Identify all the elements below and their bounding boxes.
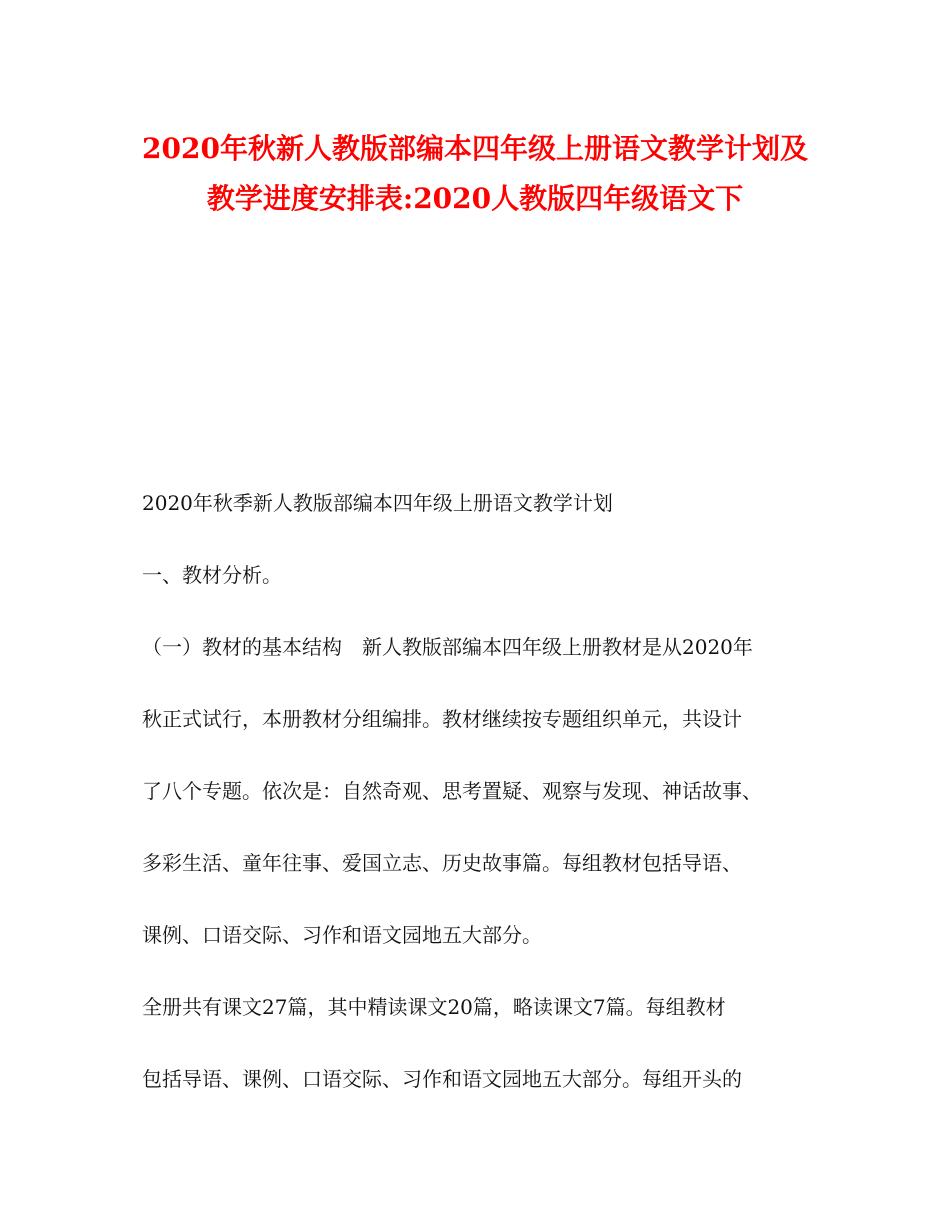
document-title-line-1: 2020年秋新人教版部编本四年级上册语文教学计划及: [142, 132, 808, 165]
section-heading: 2020年秋季新人教版部编本四年级上册语文教学计划: [142, 491, 613, 515]
paragraph-line: 了八个专题。依次是：自然奇观、思考置疑、观察与发现、神话故事、: [142, 779, 762, 803]
subheading-textbook-analysis: 一、教材分析。: [142, 563, 282, 587]
paragraph-line: 包括导语、课例、口语交际、习作和语文园地五大部分。每组开头的: [142, 1067, 742, 1091]
document-title-line-2: 教学进度安排表:2020人教版四年级语文下: [206, 182, 744, 215]
paragraph-line: （一）教材的基本结构 新人教版部编本四年级上册教材是从2020年: [142, 635, 753, 659]
paragraph-line: 多彩生活、童年往事、爱国立志、历史故事篇。每组教材包括导语、: [142, 851, 742, 875]
paragraph-line: 秋正式试行，本册教材分组编排。教材继续按专题组织单元，共设计: [142, 707, 742, 731]
paragraph-line: 课例、口语交际、习作和语文园地五大部分。: [142, 923, 542, 947]
paragraph-line: 全册共有课文27篇，其中精读课文20篇，略读课文7篇。每组教材: [142, 995, 726, 1019]
